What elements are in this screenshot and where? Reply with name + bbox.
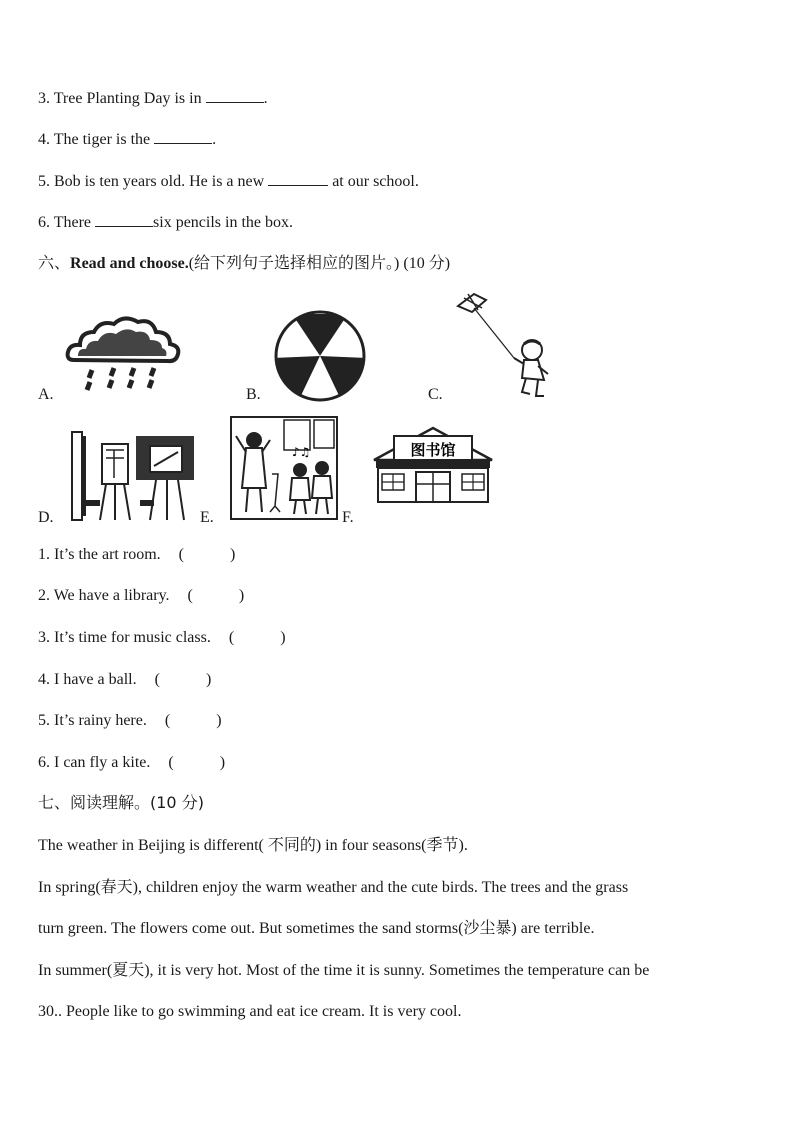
library-sign: 图书馆 xyxy=(410,441,456,459)
answer-paren[interactable]: ( ) xyxy=(178,546,236,563)
fill-in-text: 3. Tree Planting Day is in xyxy=(38,90,206,107)
ball-picture[interactable] xyxy=(272,310,368,402)
teacher-head xyxy=(246,432,262,448)
raindrop xyxy=(129,368,134,388)
choose-sentence: 3. It’s time for music class. xyxy=(38,629,211,646)
choose-item-1 xyxy=(38,545,235,565)
choose-item-2 xyxy=(38,586,244,606)
choose-sentence: 2. We have a library. xyxy=(38,587,170,604)
fill-in-text: six pencils in the box. xyxy=(153,214,293,231)
section-title: Read and choose. xyxy=(70,255,189,272)
music-class-picture[interactable] xyxy=(230,416,338,520)
option-label-a: A. xyxy=(38,386,54,403)
choose-item-4 xyxy=(38,670,211,690)
fill-in-text: . xyxy=(212,131,217,148)
answer-blank[interactable] xyxy=(154,129,212,144)
section-number: 六、 xyxy=(38,255,71,272)
choose-item-5 xyxy=(38,711,222,731)
choose-sentence: 4. I have a ball. xyxy=(38,671,137,688)
passage-line: The weather in Beijing is different( 不同的) in four seasons(季节). xyxy=(38,837,468,854)
answer-paren[interactable]: ( ) xyxy=(187,587,245,604)
raindrop xyxy=(87,370,92,390)
fill-in-text: . xyxy=(263,90,268,107)
choose-sentence: 1. It’s the art room. xyxy=(38,546,161,563)
passage-line: 30.. People like to go swimming and eat ice cream. It is very cool. xyxy=(38,1003,462,1020)
answer-paren[interactable]: ( ) xyxy=(164,712,222,729)
fill-in-item-3 xyxy=(38,88,268,109)
fill-in-text: 5. Bob is ten years old. He is a new xyxy=(38,173,269,190)
art-room-picture[interactable] xyxy=(70,430,196,522)
answer-paren[interactable]: ( ) xyxy=(228,629,286,646)
fill-in-item-4 xyxy=(38,129,216,150)
section-6-heading xyxy=(38,254,450,274)
kite-string xyxy=(474,308,514,358)
answer-blank[interactable] xyxy=(206,88,264,103)
svg-text:♪♫: ♪♫ xyxy=(292,445,311,459)
answer-paren[interactable]: ( ) xyxy=(154,671,212,688)
choose-item-3 xyxy=(38,628,286,648)
fill-in-item-5 xyxy=(38,171,419,192)
rain-cloud-picture[interactable] xyxy=(64,312,184,400)
section-instruction: (给下列句子选择相应的图片。) (10 分) xyxy=(188,255,451,272)
fill-in-text: 4. The tiger is the xyxy=(38,131,155,148)
library-picture[interactable] xyxy=(370,424,496,504)
raindrop xyxy=(149,368,154,388)
fill-in-item-6 xyxy=(38,212,293,233)
passage-line: turn green. The flowers come out. But sometimes the sand storms(沙尘暴) are terrible. xyxy=(38,920,595,937)
choose-sentence: 5. It’s rainy here. xyxy=(38,712,147,729)
raindrop xyxy=(109,368,114,388)
passage-line: In spring(春天), children enjoy the warm weather and the cute birds. The trees and the grass xyxy=(38,879,629,896)
option-label-d: D. xyxy=(38,509,54,526)
option-label-c: C. xyxy=(428,386,443,403)
fill-in-text: 6. There xyxy=(38,214,96,231)
option-label-b: B. xyxy=(246,386,261,403)
choose-item-6 xyxy=(38,753,225,773)
passage-line: In summer(夏天), it is very hot. Most of the time it is sunny. Sometimes the temperature can be xyxy=(38,962,650,979)
section-7-heading: 七、阅读理解。(10 分) xyxy=(38,793,204,812)
option-label-f: F. xyxy=(342,509,354,526)
fill-in-text: at our school. xyxy=(328,173,419,190)
answer-blank[interactable] xyxy=(95,212,153,227)
option-label-e: E. xyxy=(200,509,214,526)
answer-paren[interactable]: ( ) xyxy=(168,754,226,771)
answer-blank[interactable] xyxy=(268,171,328,186)
choose-sentence: 6. I can fly a kite. xyxy=(38,754,151,771)
kite-boy-picture[interactable] xyxy=(452,288,556,402)
